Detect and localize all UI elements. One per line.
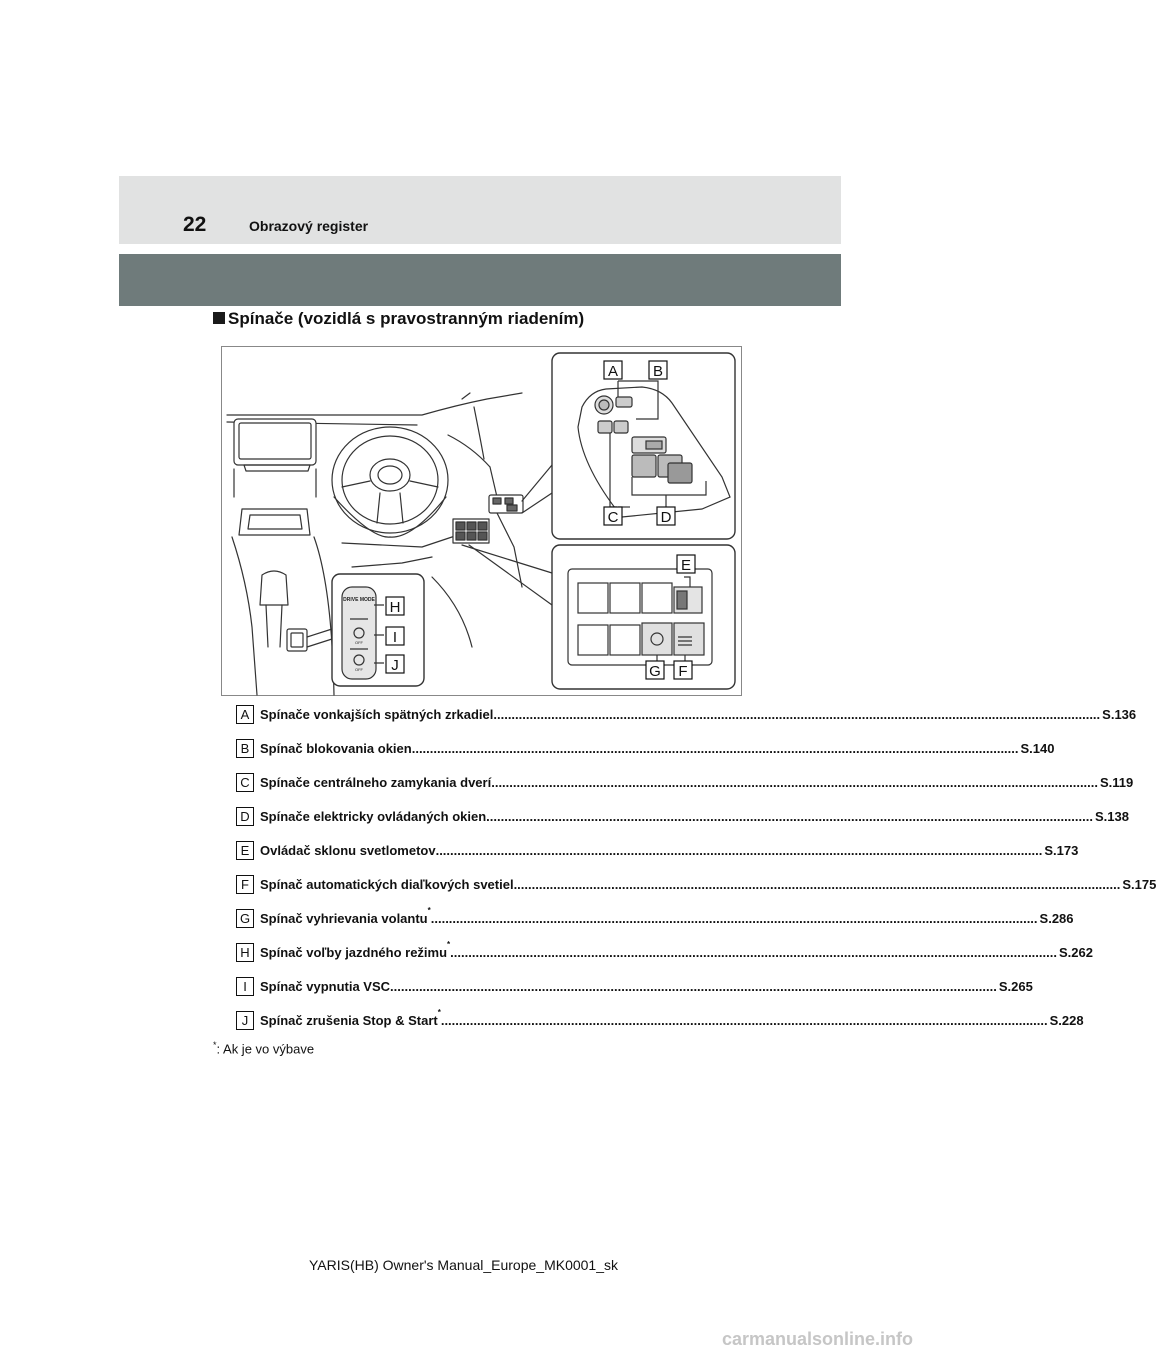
item-footnote-mark: * — [437, 1008, 441, 1017]
leader-dots — [436, 843, 1043, 858]
item-text: Ovládač sklonu svetlometov — [260, 843, 436, 858]
item-letter-box: B — [236, 739, 254, 758]
item-text: Spínač vypnutia VSC — [260, 979, 391, 994]
list-item — [236, 940, 1093, 962]
footnote-text: : Ak je vo výbave — [216, 1041, 315, 1057]
item-text: Spínače vonkajších spätných zrkadiel — [260, 707, 494, 722]
leader-dots — [412, 741, 1019, 756]
list-item — [236, 906, 1074, 928]
leader-dots — [431, 911, 1038, 926]
list-item — [236, 874, 1156, 894]
switches-illustration — [221, 346, 742, 696]
header-title: Obrazový register — [249, 218, 369, 234]
section-heading — [213, 309, 584, 329]
callout-h: H — [389, 599, 401, 616]
callout-f: F — [678, 663, 688, 680]
callout-b: B — [652, 363, 664, 380]
footer-manual-id: YARIS(HB) Owner's Manual_Europe_MK0001_sk — [309, 1257, 618, 1273]
item-letter-box: C — [236, 773, 254, 792]
item-letter-box: J — [236, 1011, 254, 1030]
item-text: Spínač blokovania okien — [260, 741, 412, 756]
callout-e: E — [680, 557, 692, 574]
leader-dots — [514, 877, 1121, 892]
item-letter-box: I — [236, 977, 254, 996]
list-item — [236, 772, 1134, 792]
leader-dots — [450, 945, 1057, 960]
item-text: Spínač vyhrievania volantu — [260, 911, 428, 926]
leader-dots — [441, 1013, 1048, 1028]
item-footnote-mark: * — [447, 940, 451, 949]
callout-i: I — [392, 629, 398, 646]
list-item — [236, 704, 1137, 724]
item-page-ref[interactable]: S.228 — [1049, 1013, 1084, 1028]
item-text: Spínače centrálneho zamykania dverí — [260, 775, 492, 790]
list-item — [236, 840, 1079, 860]
drive-mode-label: DRIVE MODE — [343, 597, 375, 603]
header-band — [119, 176, 841, 244]
item-page-ref[interactable]: S.119 — [1100, 775, 1134, 790]
section-heading-text: Spínače (vozidlá s pravostranným riadením) — [228, 309, 585, 328]
item-footnote-mark: * — [427, 906, 431, 915]
item-text: Spínač voľby jazdného režimu — [260, 945, 448, 960]
item-text: Spínač automatických diaľkových svetiel — [260, 877, 514, 892]
leader-dots — [491, 775, 1098, 790]
item-text: Spínač zrušenia Stop & Start — [260, 1013, 438, 1028]
page-number: 22 — [183, 213, 207, 236]
item-letter-box: E — [236, 841, 254, 860]
callout-j: J — [391, 657, 399, 674]
section-band — [119, 254, 841, 306]
item-page-ref[interactable]: S.173 — [1044, 843, 1079, 858]
item-page-ref[interactable]: S.138 — [1094, 809, 1129, 824]
item-letter-box: D — [236, 807, 254, 826]
list-item — [236, 806, 1129, 826]
callout-d: D — [660, 509, 672, 526]
list-item — [236, 976, 1033, 996]
callout-a: A — [607, 363, 619, 380]
leader-dots — [486, 809, 1093, 824]
item-page-ref[interactable]: S.286 — [1039, 911, 1074, 926]
square-bullet-icon — [213, 312, 225, 324]
watermark: carmanualsonline.info — [722, 1329, 914, 1349]
item-page-ref[interactable]: S.175 — [1122, 877, 1156, 892]
item-text: Spínače elektricky ovládaných okien — [260, 809, 487, 824]
item-letter-box: F — [236, 875, 254, 894]
item-page-ref[interactable]: S.140 — [1020, 741, 1055, 756]
item-page-ref[interactable]: S.265 — [998, 979, 1033, 994]
vsc-off-label: OFF — [355, 640, 363, 645]
footnote — [213, 1040, 314, 1056]
item-page-ref[interactable]: S.262 — [1058, 945, 1093, 960]
list-item — [236, 738, 1055, 758]
item-letter-box: G — [236, 909, 254, 928]
leader-dots — [390, 979, 997, 994]
list-item — [236, 1008, 1084, 1030]
leader-dots — [493, 707, 1100, 722]
stop-start-off-label: OFF — [355, 667, 363, 672]
item-page-ref[interactable]: S.136 — [1102, 707, 1137, 722]
callout-g: G — [649, 663, 661, 680]
footnote-mark: * — [213, 1040, 217, 1050]
item-letter-box: H — [236, 943, 254, 962]
callout-c: C — [607, 509, 619, 526]
item-letter-box: A — [236, 705, 254, 724]
